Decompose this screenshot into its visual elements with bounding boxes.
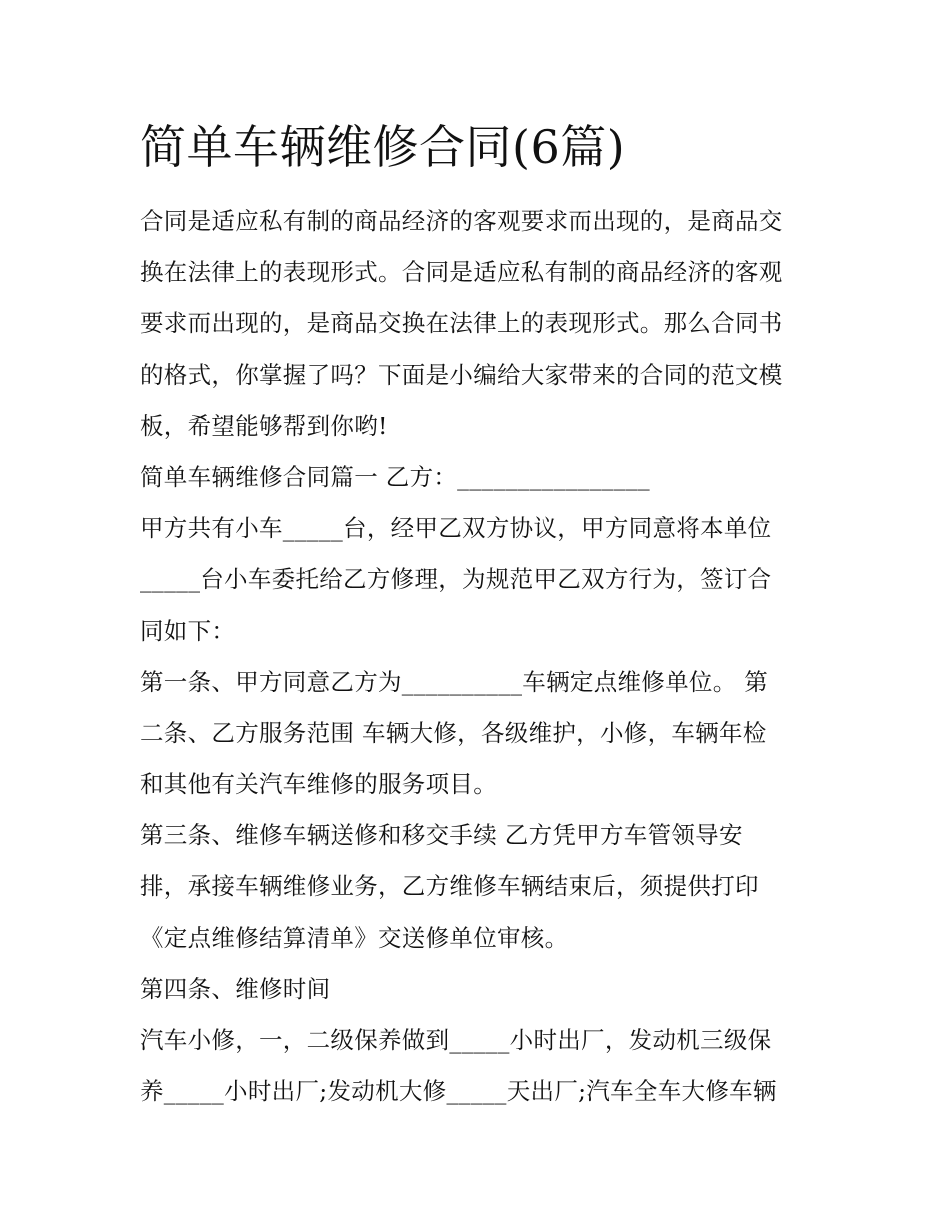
body-line: 合同是适应私有制的商品经济的客观要求而出现的，是商品交 xyxy=(140,207,783,235)
body-line: 第一条、甲方同意乙方为__________车辆定点维修单位。 第 xyxy=(140,667,769,696)
body-line: 第三条、维修车辆送修和移交手续 乙方凭甲方车管领导安 xyxy=(140,821,743,850)
body-line: 排，承接车辆维修业务，乙方维修车辆结束后，须提供打印 xyxy=(140,872,759,901)
body-line: 板，希望能够帮到你哟! xyxy=(140,411,388,440)
body-line: 同如下： xyxy=(140,616,236,645)
body-line: 换在法律上的表现形式。合同是适应私有制的商品经济的客观 xyxy=(140,258,783,287)
body-line: 和其他有关汽车维修的服务项目。 xyxy=(140,770,497,799)
body-line: 汽车小修，一，二级保养做到_____小时出厂，发动机三级保 xyxy=(140,1026,772,1054)
body-line: 甲方共有小车_____台，经甲乙双方协议，甲方同意将本单位 xyxy=(140,514,772,543)
body-line: 《定点维修结算清单》交送修单位审核。 xyxy=(140,923,569,952)
body-line: 二条、乙方服务范围 车辆大修，各级维护，小修，车辆年检 xyxy=(140,718,767,747)
body-line: 简单车辆维修合同篇一 乙方：________________ xyxy=(140,462,650,491)
body-line: 第四条、维修时间 xyxy=(140,974,331,1003)
body-line: 的格式，你掌握了吗？下面是小编给大家带来的合同的范文模 xyxy=(140,360,783,389)
body-line: 养_____小时出厂;发动机大修_____天出厂;汽车全车大修车辆 xyxy=(140,1077,777,1106)
document-title: 简单车辆维修合同(6篇) xyxy=(140,120,626,174)
body-line: 要求而出现的，是商品交换在法律上的表现形式。那么合同书 xyxy=(140,309,783,338)
body-line: _____台小车委托给乙方修理，为规范甲乙双方行为，签订合 xyxy=(140,565,772,594)
document-body xyxy=(140,196,820,1117)
